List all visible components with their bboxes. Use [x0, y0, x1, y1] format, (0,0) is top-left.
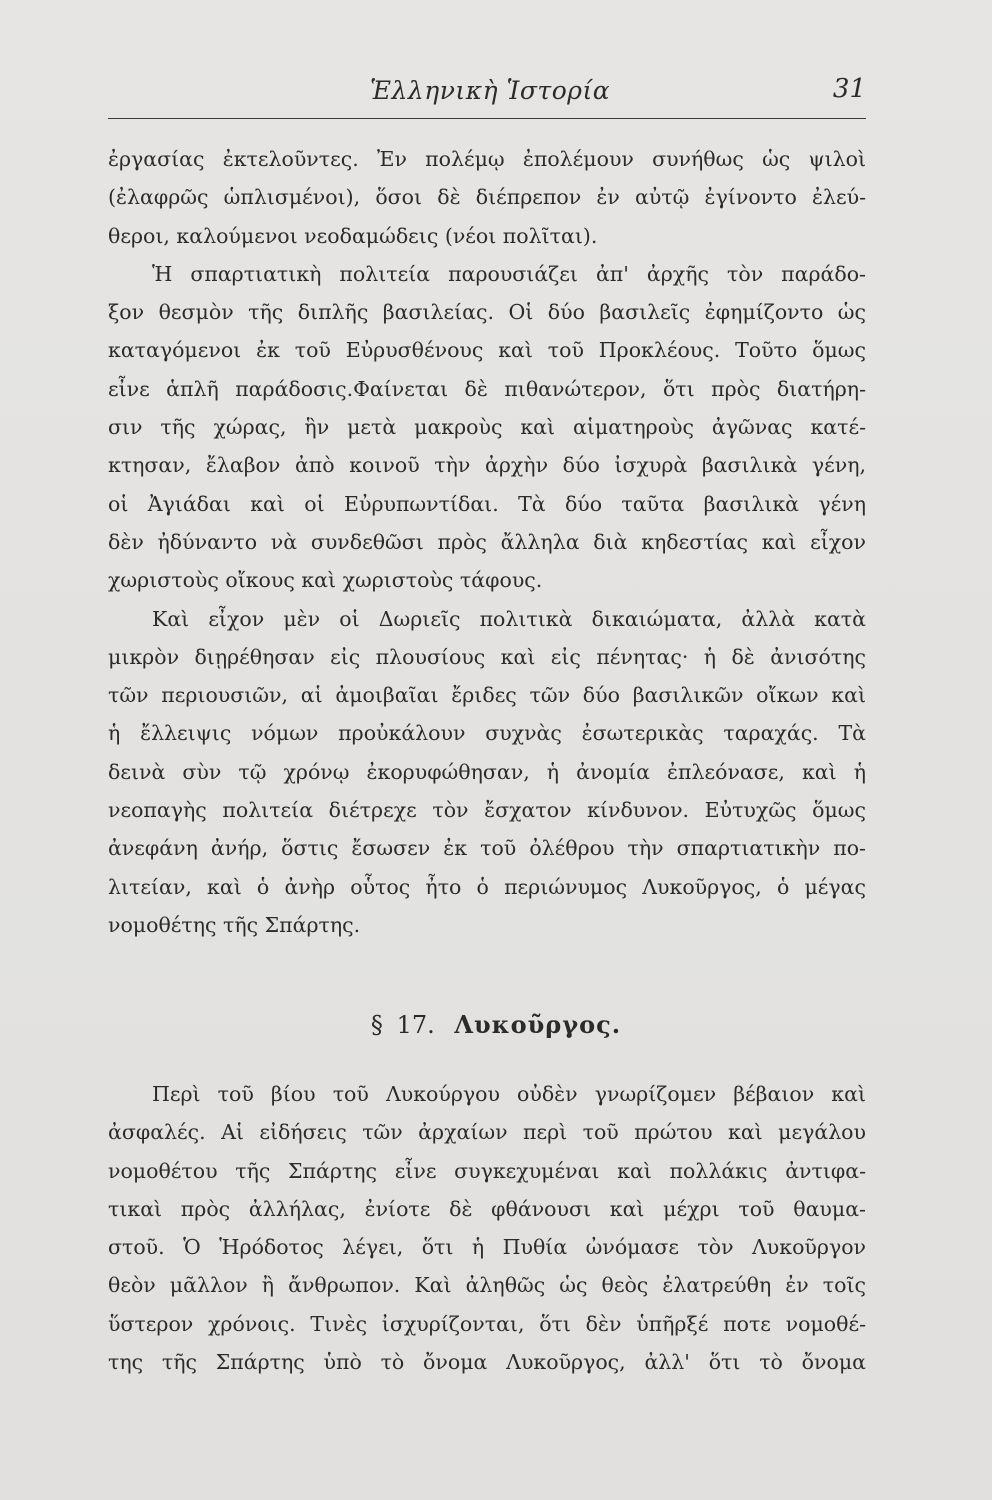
text-block-lower [108, 1075, 866, 1381]
text-line: χωριστοὺς οἴκους καὶ χωριστοὺς τάφους. [108, 568, 543, 593]
text-line: ἀσφαλές. Αἱ εἰδήσεις τῶν ἀρχαίων περὶ τοῦ πρώτου καὶ μεγάλου [108, 1120, 866, 1145]
text-line: Ἡ σπαρτιατικὴ πολιτεία παρουσιάζει ἀπ' ἀρχῆς τὸν παράδο- [152, 261, 866, 286]
text-line: ἡ ἔλλειψις νόμων προὐκάλουν συχνὰς ἐσωτερικὰς ταραχάς. Τὰ [108, 721, 866, 746]
text-line: τῶν περιουσιῶν, αἱ ἀμοιβαῖαι ἔριδες τῶν δύο βασιλικῶν οἴκων καὶ [108, 683, 866, 708]
header-rule [108, 118, 866, 119]
text-line: μικρὸν διῃρέθησαν εἰς πλουσίους καὶ εἰς πένητας· ἡ δὲ ἀνισότης [108, 644, 866, 669]
text-line: εἶνε ἁπλῆ παράδοσις.Φαίνεται δὲ πιθανώτερον, ὅτι πρὸς διατήρη- [108, 376, 866, 401]
section-symbol: § [370, 1011, 383, 1039]
text-line: τικαὶ πρὸς ἀλλήλας, ἐνίοτε δὲ φθάνουσι καὶ μέχρι τοῦ θαυμα- [108, 1196, 866, 1221]
text-line: νομοθέτου τῆς Σπάρτης εἶνε συγκεχυμέναι καὶ πολλάκις ἀντιφα- [108, 1158, 866, 1183]
text-line: νεοπαγὴς πολιτεία διέτρεχε τὸν ἔσχατον κίνδυνον. Εὐτυχῶς ὅμως [108, 798, 866, 823]
text-line: (ἐλαφρῶς ὡπλισμένοι), ὅσοι δὲ διέπρεπον ἐν αὐτῷ ἐγίνοντο ἐλεύ- [108, 185, 866, 210]
text-line: λιτείαν, καὶ ὁ ἀνὴρ οὗτος ἦτο ὁ περιώνυμος Λυκοῦργος, ὁ μέγας [108, 874, 866, 899]
text-line: κτησαν, ἔλαβον ἀπὸ κοινοῦ τὴν ἀρχὴν δύο ἰσχυρὰ βασιλικὰ γένη, [108, 453, 866, 478]
text-line: σιν τῆς χώρας, ἣν μετὰ μακροὺς καὶ αἱματηροὺς ἀγῶνας κατέ- [108, 415, 866, 440]
text-line: Περὶ τοῦ βίου τοῦ Λυκούργου οὐδὲν γνωρίζομεν βέβαιον καὶ [152, 1082, 866, 1106]
text-line: Καὶ εἶχον μὲν οἱ Δωριεῖς πολιτικὰ δικαιώματα, ἀλλὰ κατὰ [152, 606, 866, 631]
text-block-upper [108, 140, 866, 944]
paragraph-3 [108, 600, 866, 945]
text-line: ἀνεφάνη ἀνήρ, ὅστις ἔσωσεν ἐκ τοῦ ὀλέθρου τὴν σπαρτιατικὴν πο- [108, 836, 866, 861]
paragraph-1 [108, 140, 866, 255]
page-number: 31 [832, 74, 866, 104]
running-header [108, 72, 866, 112]
section-number: 17. [396, 1011, 435, 1039]
running-title: Ἑλληνικὴ Ἱστορία [370, 76, 611, 105]
paragraph-2 [108, 255, 866, 600]
text-line: της τῆς Σπάρτης ὑπὸ τὸ ὄνομα Λυκοῦργος, ἀλλ' ὅτι τὸ ὄνομα [108, 1350, 866, 1375]
section-heading [0, 1010, 992, 1050]
text-line: οἱ Ἀγιάδαι καὶ οἱ Εὐρυπωντίδαι. Τὰ δύο ταῦτα βασιλικὰ γένη [108, 491, 866, 516]
text-line: καταγόμενοι ἐκ τοῦ Εὐρυσθένους καὶ τοῦ Προκλέους. Τοῦτο ὅμως [108, 338, 866, 363]
text-line: ὕστερον χρόνοις. Τινὲς ἰσχυρίζονται, ὅτι δὲν ὑπῆρξέ ποτε νομοθέ- [108, 1311, 866, 1336]
text-line: ξον θεσμὸν τῆς διπλῆς βασιλείας. Οἱ δύο βασιλεῖς ἐφημίζοντο ὡς [108, 300, 866, 325]
text-line: θεὸν μᾶλλον ἢ ἄνθρωπον. Καὶ ἀληθῶς ὡς θεὸς ἐλατρεύθη ἐν τοῖς [108, 1273, 866, 1298]
text-line: δὲν ἠδύναντο νὰ συνδεθῶσι πρὸς ἄλληλα διὰ κηδεστίας καὶ εἶχον [108, 529, 866, 554]
paragraph-4 [108, 1075, 866, 1381]
section-title: Λυκοῦργος. [454, 1010, 622, 1039]
text-line: δεινὰ σὺν τῷ χρόνῳ ἐκορυφώθησαν, ἡ ἀνομία ἐπλεόνασε, καὶ ἡ [108, 759, 866, 784]
text-line: ἐργασίας ἐκτελοῦντες. Ἐν πολέμῳ ἐπολέμουν συνήθως ὡς ψιλοὶ [108, 147, 866, 171]
text-line: θεροι, καλούμενοι νεοδαμώδεις (νέοι πολῖται). [108, 223, 598, 248]
text-line: νομοθέτης τῆς Σπάρτης. [108, 912, 361, 937]
text-line: στοῦ. Ὁ Ἡρόδοτος λέγει, ὅτι ἡ Πυθία ὠνόμασε τὸν Λυκοῦργον [108, 1235, 866, 1260]
